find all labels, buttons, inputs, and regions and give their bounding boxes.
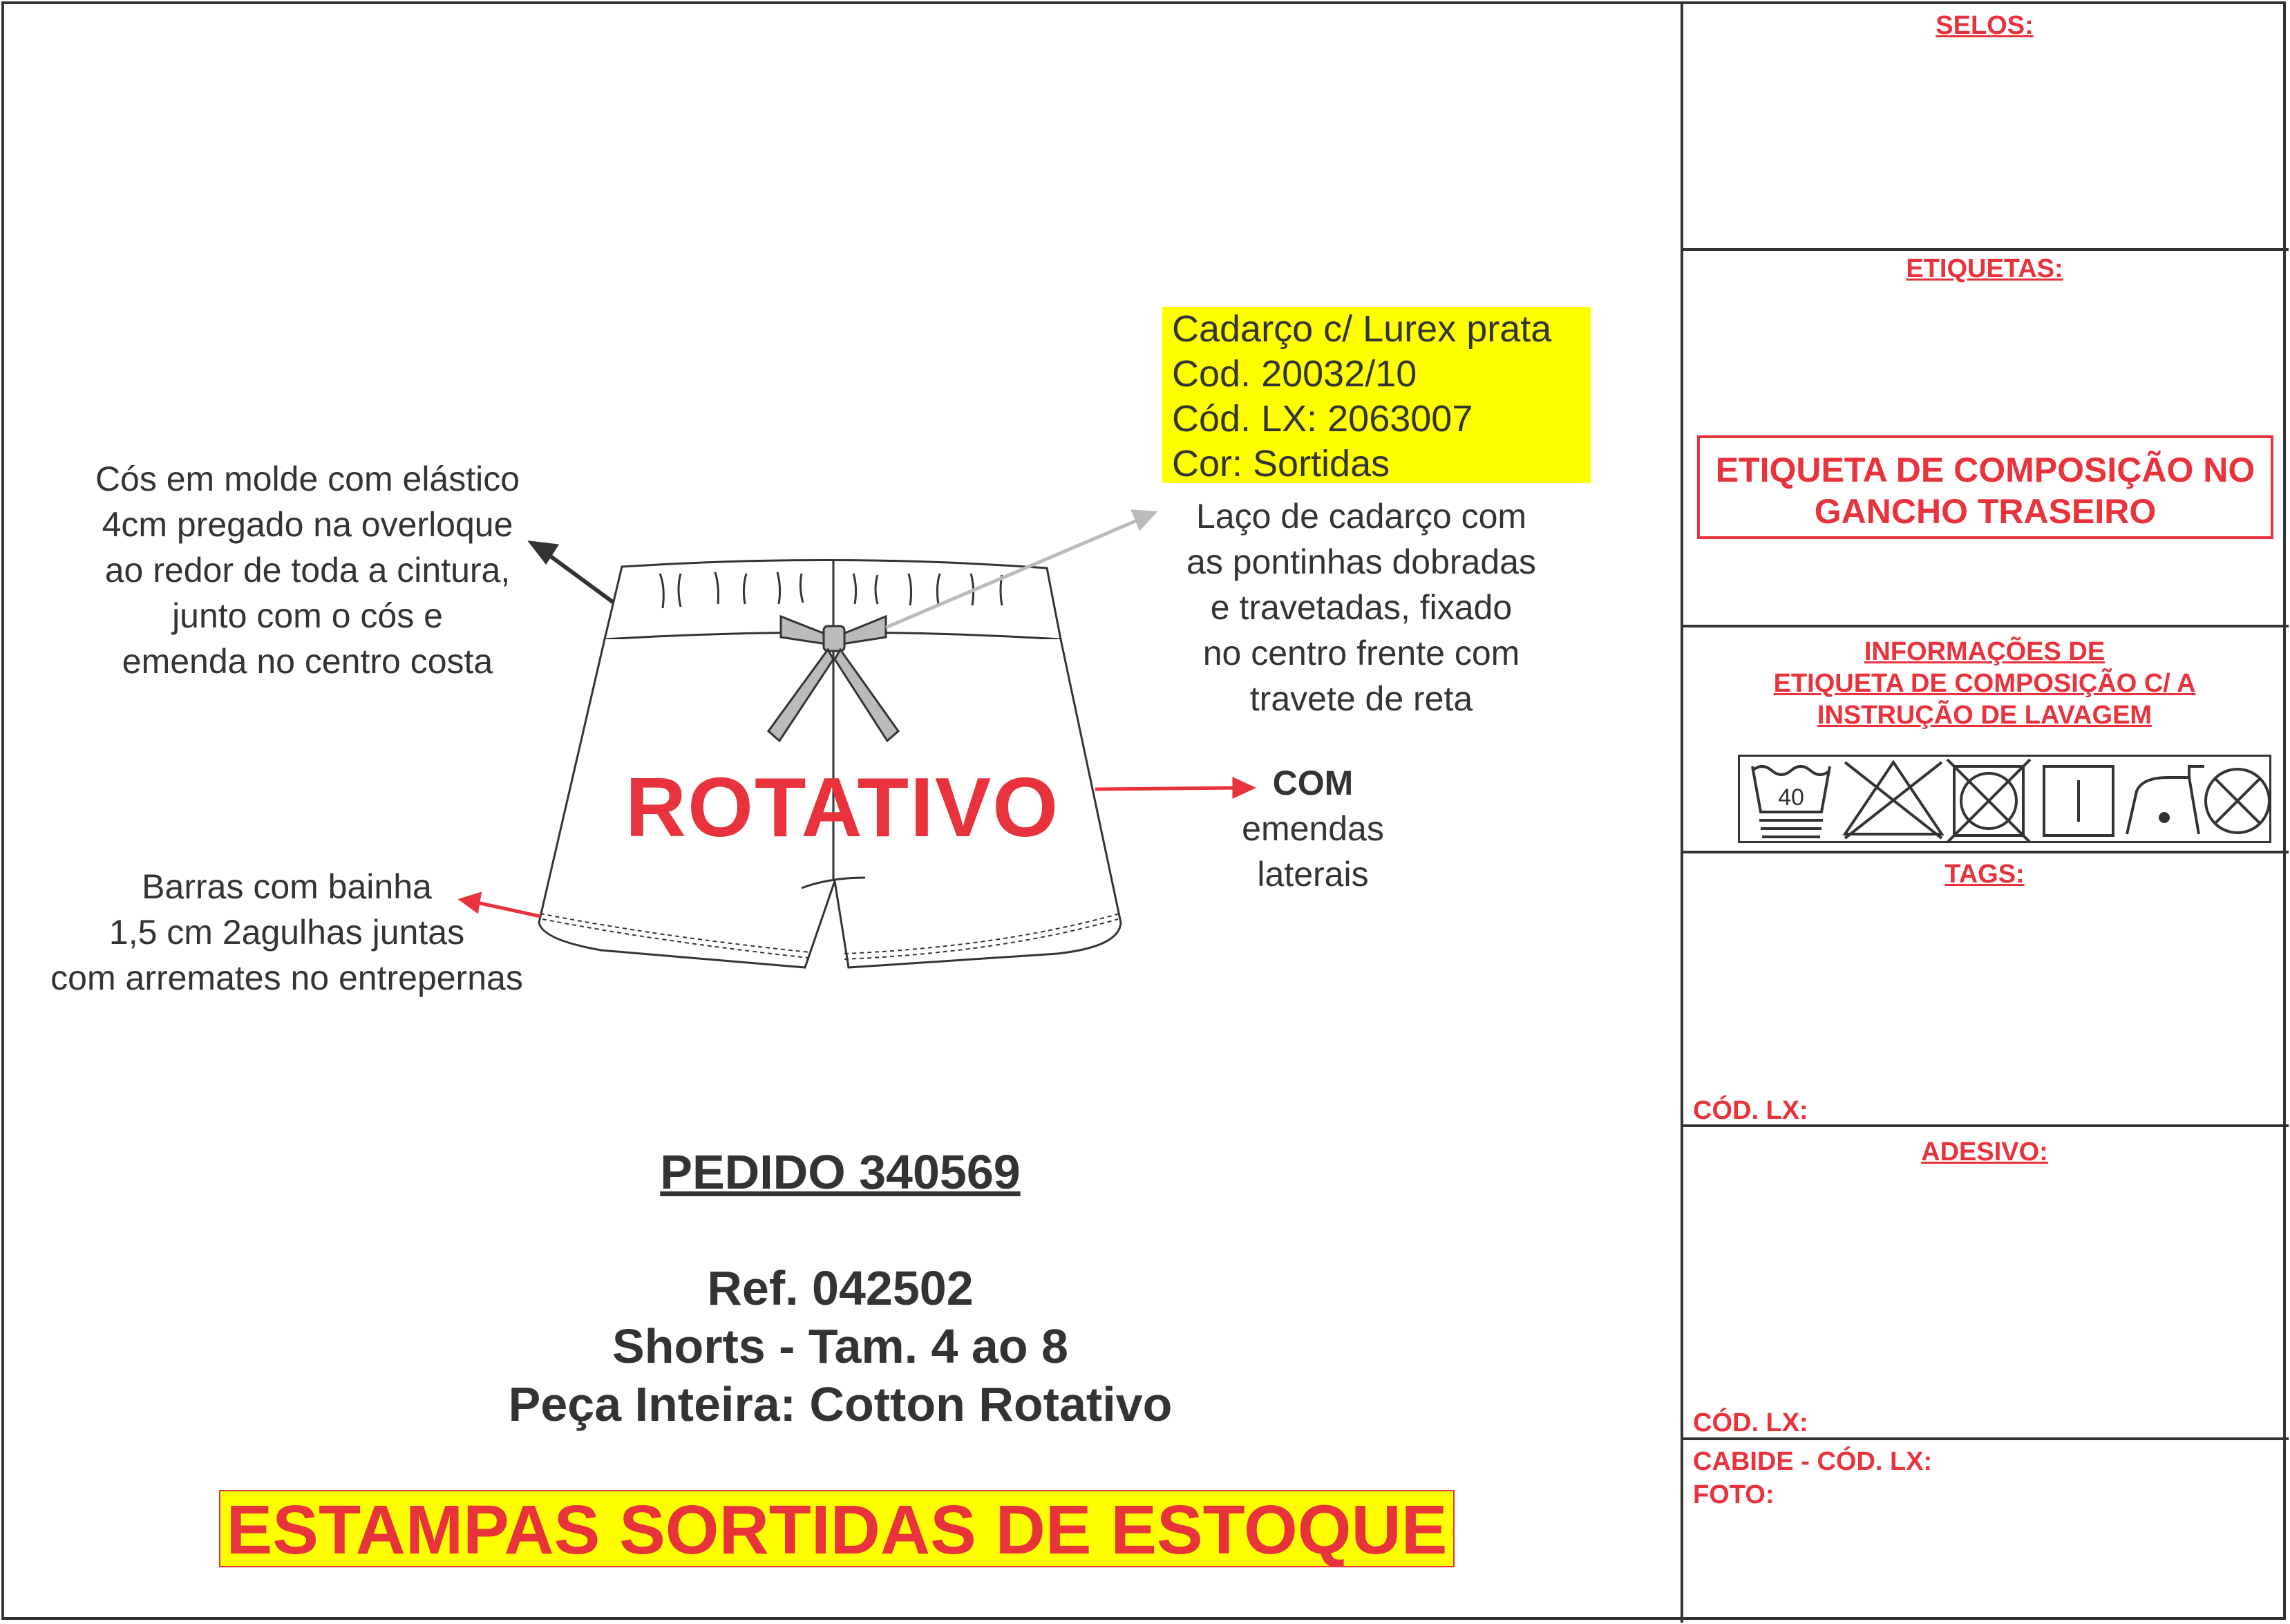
no-bleach-icon	[1845, 762, 1942, 838]
barras-note	[7, 864, 567, 1001]
laco-line: as pontinhas dobradas	[1186, 542, 1536, 581]
composition-line-2: GANCHO TRASEIRO	[1814, 492, 2157, 531]
barras-line: 1,5 cm 2agulhas juntas	[108, 913, 465, 952]
laco-note	[1133, 493, 1589, 721]
barras-line: com arremates no entrepernas	[50, 959, 523, 997]
tags-cod-lx: CÓD. LX:	[1693, 1096, 1808, 1125]
cos-line: 4cm pregado na overloque	[102, 505, 513, 544]
info-line-1: INFORMAÇÕES DE	[1864, 637, 2106, 666]
wash-info-heading	[1683, 636, 2286, 731]
laco-line: Laço de cadarço com	[1195, 497, 1527, 536]
sidebar-divider	[1681, 1, 1683, 1623]
wash-40-icon	[1752, 766, 1830, 837]
cadarco-note	[1162, 307, 1591, 483]
cos-line: junto com o cós e	[172, 596, 443, 635]
peca-title: Peça Inteira: Cotton Rotativo	[508, 1377, 1173, 1431]
tags-label: TAGS:	[1944, 860, 2025, 889]
composition-label-box	[1697, 435, 2273, 539]
adesivo-label: ADESIVO:	[1921, 1137, 2048, 1167]
cadarco-line: Cod. 20032/10	[1172, 353, 1417, 395]
care-symbols-box	[1738, 755, 2271, 843]
laco-line: travete de reta	[1249, 679, 1473, 718]
garment-print-label: ROTATIVO	[625, 760, 1060, 854]
svg-text:40: 40	[1778, 784, 1804, 811]
composition-line-1: ETIQUETA DE COMPOSIÇÃO NO	[1715, 451, 2255, 489]
com-bold: COM	[1272, 764, 1354, 802]
cos-line: Cós em molde com elástico	[95, 460, 520, 498]
info-line-3: INSTRUÇÃO DE LAVAGEM	[1817, 701, 2152, 730]
sidebar-rule	[1681, 851, 2289, 853]
no-tumble-dry-icon	[1947, 759, 2030, 842]
cadarco-line: Cadarço c/ Lurex prata	[1172, 308, 1552, 350]
com-line: emendas	[1242, 809, 1384, 848]
line-dry-icon	[2044, 766, 2113, 835]
cos-note	[41, 456, 574, 684]
cadarco-line: Cód. LX: 2063007	[1172, 398, 1473, 440]
estampas-banner: ESTAMPAS SORTIDAS DE ESTOQUE	[219, 1490, 1455, 1567]
laco-line: e travetadas, fixado	[1210, 588, 1513, 627]
com-note	[1202, 760, 1423, 897]
cabide-label: CABIDE - CÓD. LX:	[1693, 1447, 1933, 1476]
cadarco-line: Cor: Sortidas	[1172, 443, 1390, 484]
cos-line: ao redor de toda a cintura,	[104, 551, 511, 589]
foto-label: FOTO:	[1693, 1480, 1775, 1509]
cos-line: emenda no centro costa	[122, 642, 493, 681]
com-line: laterais	[1257, 855, 1369, 894]
iron-low-icon	[2127, 766, 2204, 834]
info-line-2: ETIQUETA DE COMPOSIÇÃO C/ A	[1773, 669, 2196, 698]
sidebar-rule	[1681, 625, 2289, 627]
barras-line: Barras com bainha	[142, 867, 432, 906]
selos-label: SELOS:	[1936, 11, 2034, 40]
sidebar-rule	[1681, 248, 2289, 251]
adesivo-cod-lx: CÓD. LX:	[1693, 1408, 1808, 1437]
shorts-title: Shorts - Tam. 4 ao 8	[612, 1319, 1068, 1373]
pedido-title: PEDIDO 340569	[660, 1145, 1021, 1199]
care-symbols	[1740, 757, 2273, 845]
laco-line: no centro frente com	[1202, 634, 1520, 672]
no-dry-clean-icon	[2206, 769, 2269, 833]
etiquetas-label: ETIQUETAS:	[1906, 254, 2063, 283]
ref-title: Ref. 042502	[707, 1261, 974, 1315]
